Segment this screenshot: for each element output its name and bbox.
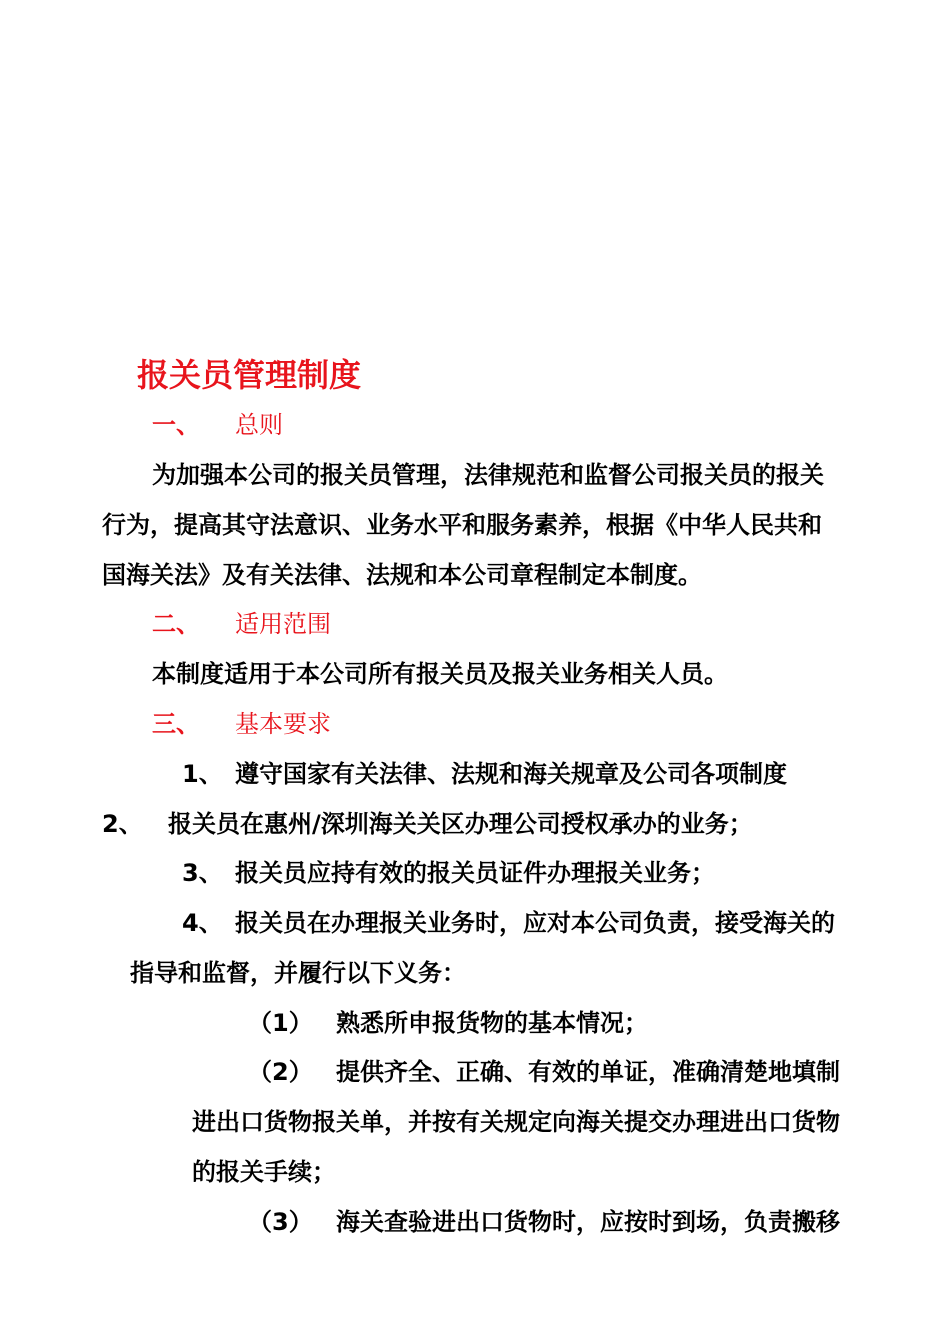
requirement-3-text: 报关员应持有效的报关员证件办理报关业务； — [235, 859, 715, 887]
duty-1-text: 熟悉所申报货物的基本情况； — [336, 1009, 648, 1037]
duty-3-number: （3） — [248, 1208, 313, 1236]
requirement-2-number: 2、 — [102, 810, 143, 838]
section-1-title: 总则 — [235, 411, 283, 439]
general-para-line-1: 为加强本公司的报关员管理，法律规范和监督公司报关员的报关 — [152, 461, 824, 489]
section-3-title: 基本要求 — [235, 710, 331, 738]
duty-2-text-line-1: 提供齐全、正确、有效的单证，准确清楚地填制 — [336, 1058, 840, 1086]
requirement-4-text-line-2: 指导和监督，并履行以下义务： — [130, 959, 466, 987]
duty-1-number: （1） — [248, 1009, 313, 1037]
requirement-3-number: 3、 — [182, 859, 223, 887]
document-title: 报关员管理制度 — [137, 356, 362, 394]
requirement-2-text: 报关员在惠州/深圳海关关区办理公司授权承办的业务； — [168, 810, 753, 838]
general-para-line-2: 行为，提高其守法意识、业务水平和服务素养，根据《中华人民共和 — [102, 511, 822, 539]
requirement-1-number: 1、 — [182, 760, 223, 788]
section-3-number: 三、 — [152, 710, 200, 738]
requirement-4-number: 4、 — [182, 909, 223, 937]
requirement-4-text-line-1: 报关员在办理报关业务时，应对本公司负责，接受海关的 — [235, 909, 835, 937]
duty-2-text-line-2: 进出口货物报关单，并按有关规定向海关提交办理进出口货物 — [192, 1108, 840, 1136]
section-2-number: 二、 — [152, 610, 200, 638]
section-2-title: 适用范围 — [235, 610, 331, 638]
duty-3-text-line-1: 海关查验进出口货物时，应按时到场，负责搬移 — [336, 1208, 840, 1236]
general-para-line-3: 国海关法》及有关法律、法规和本公司章程制定本制度。 — [102, 561, 702, 589]
requirement-1-text: 遵守国家有关法律、法规和海关规章及公司各项制度 — [235, 760, 787, 788]
duty-2-text-line-3: 的报关手续； — [192, 1158, 336, 1186]
duty-2-number: （2） — [248, 1058, 313, 1086]
section-1-number: 一、 — [152, 411, 200, 439]
scope-para: 本制度适用于本公司所有报关员及报关业务相关人员。 — [152, 660, 728, 688]
